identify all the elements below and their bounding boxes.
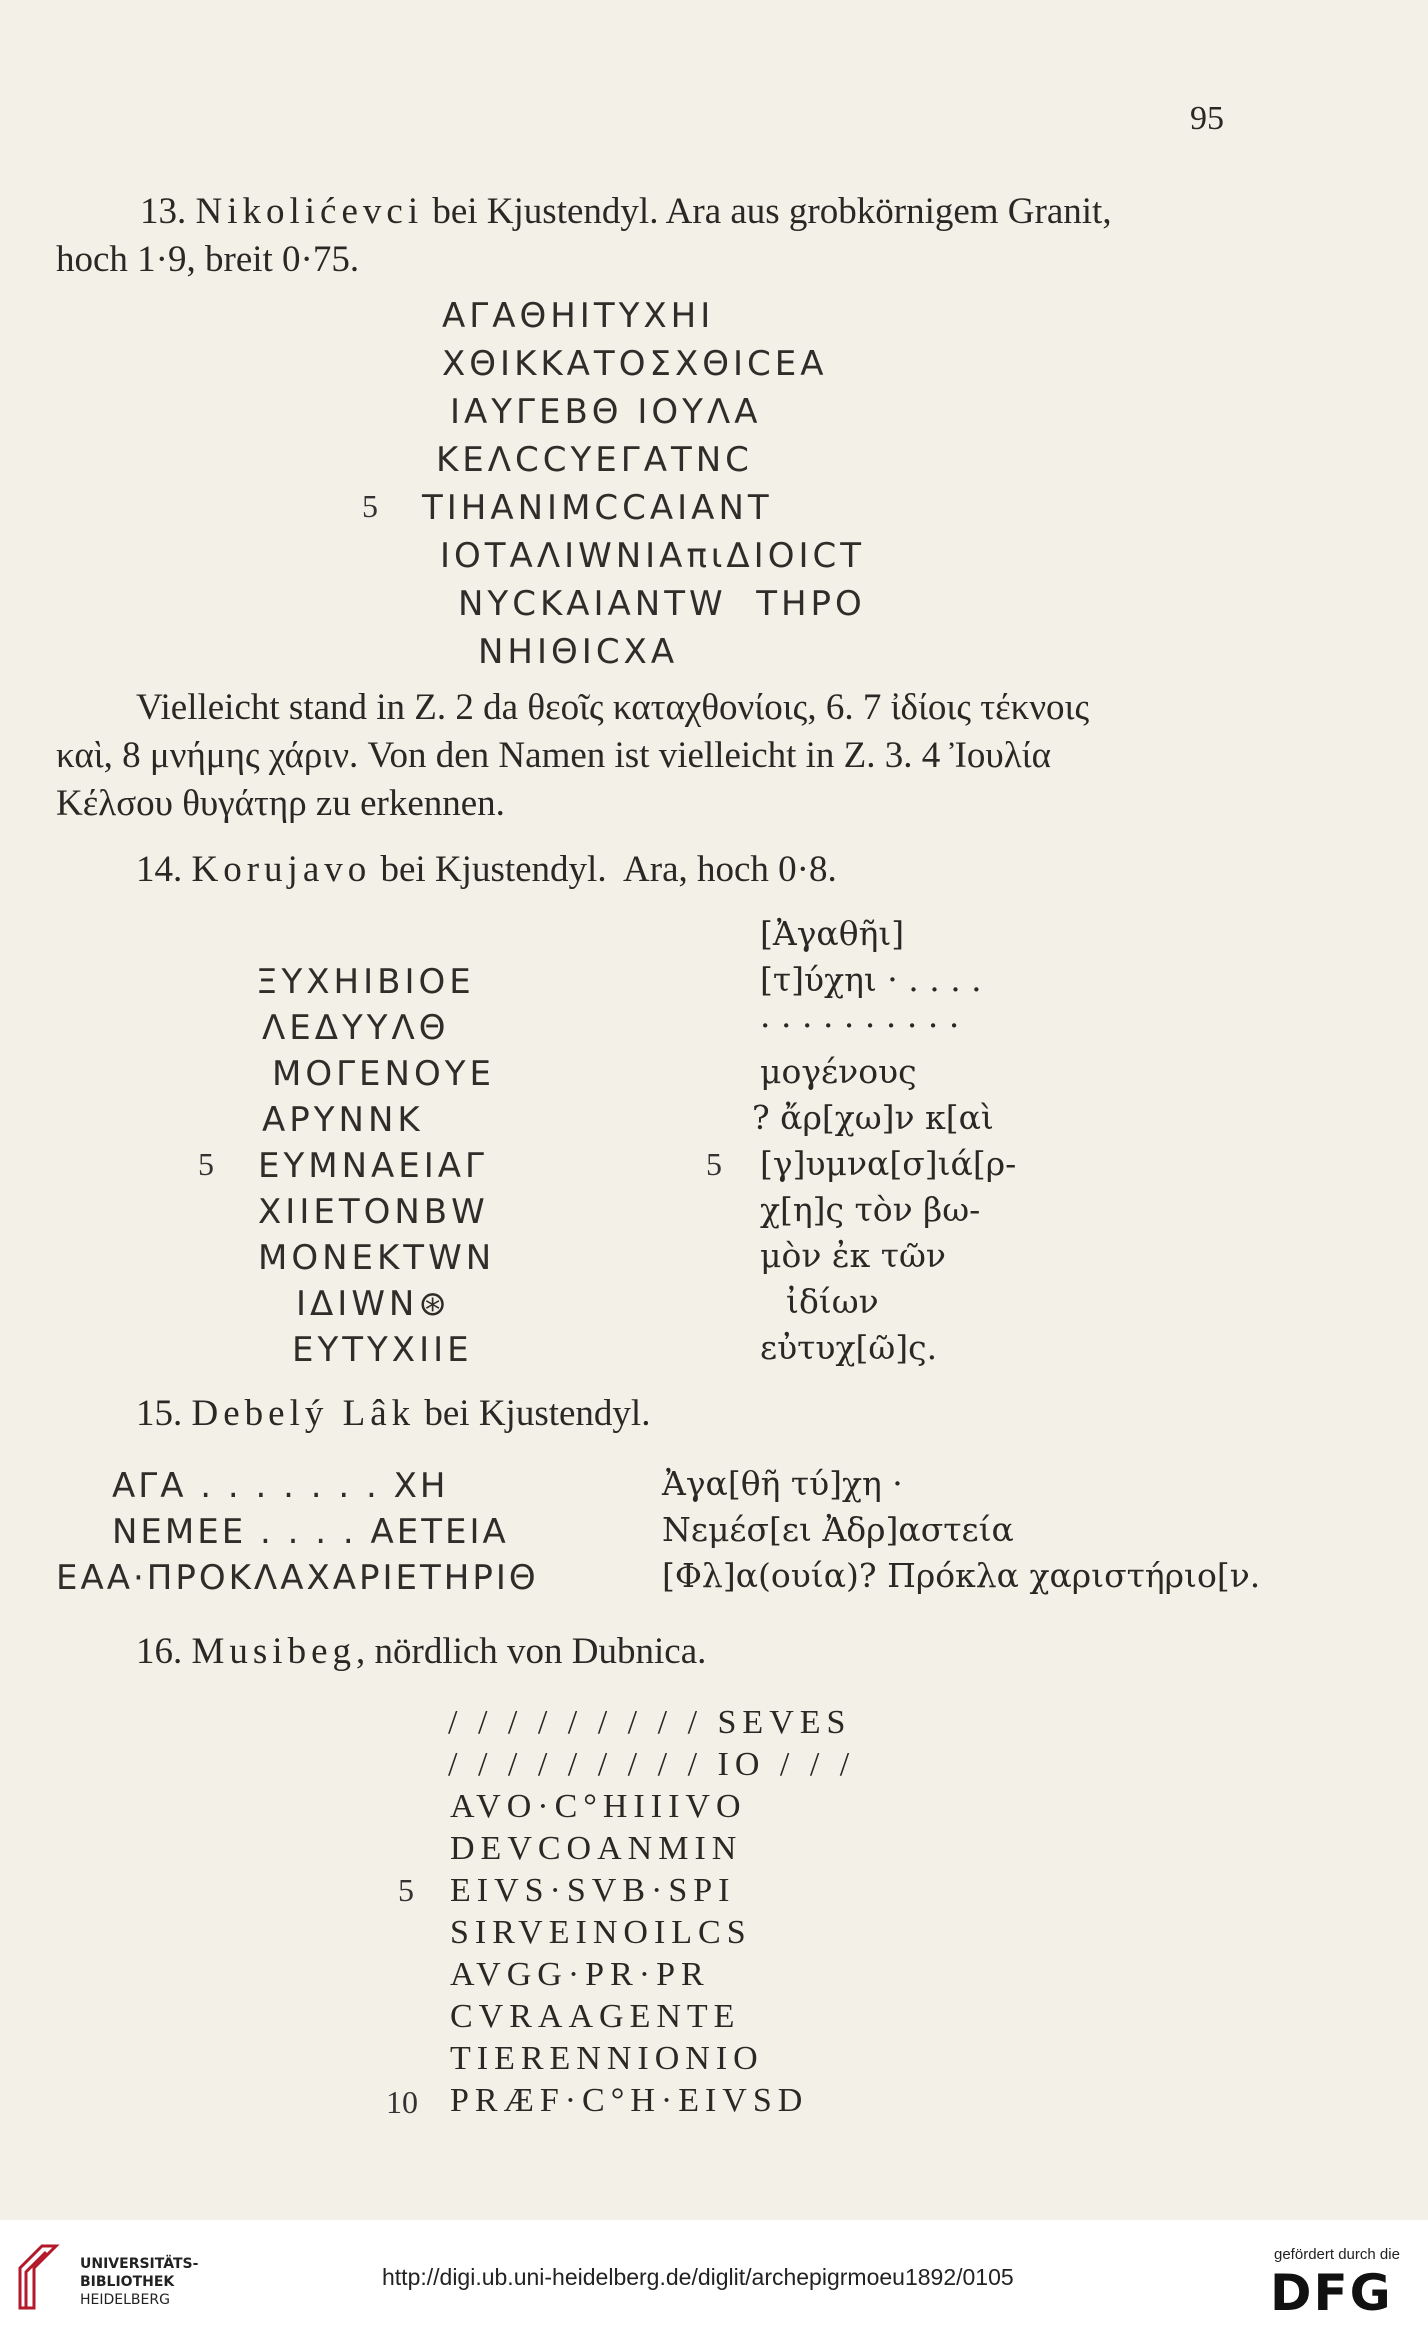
transcription-line: [γ]υμνα[σ]ιά[ρ- (760, 1144, 1017, 1183)
dfg-logo: DFG (1270, 2264, 1393, 2322)
line-number-5: 5 (198, 1146, 214, 1182)
permalink-url[interactable]: http://digi.ub.uni-heidelberg.de/diglit/archepigrmoeu1892/0105 (382, 2264, 1014, 2290)
inscription-line: ΜΟΓΕΝΟΥΕ (272, 1054, 495, 1094)
transcription-line: ? ἄρ[χω]ν κ[αὶ (752, 1098, 994, 1137)
inscription-line: SIRVEINOILCS (450, 1914, 752, 1951)
transcription-line: εὐτυχ[ῶ]ς. (760, 1328, 938, 1367)
inscription-line: / / / / / / / / / SEVES (448, 1704, 852, 1741)
section-13-commentary-1: Vielleicht stand in Z. 2 da θεοῖς καταχθονίοις, 6. 7 ἰδίοις τέκνοις (136, 687, 1090, 728)
inscription-line: ΤΙΗΑΝΙΜCCΑΙΑΝΤ (422, 488, 773, 528)
transcription-line: χ[η]ς τὸν βω- (760, 1190, 981, 1229)
section-16-heading (136, 1630, 706, 1673)
transcription-line: [Φλ]α(ουία)? Πρόκλα χαριστήριο[ν. (662, 1556, 1261, 1595)
funder-caption: gefördert durch die (1274, 2246, 1400, 2263)
section-13-number: 13. (140, 191, 187, 232)
inscription-line: ΑΓΑ . . . . . . . ΧΗ (112, 1466, 449, 1506)
section-16-place: Musibeg (191, 1631, 356, 1672)
page-number: 95 (1190, 100, 1224, 137)
inscription-line: AVGG·PR·PR (450, 1956, 710, 1993)
section-15-number: 15. (136, 1393, 183, 1434)
section-13-description: bei Kjustendyl. Ara aus grobkörnigem Granit, (423, 191, 1112, 232)
inscription-line: ΞΥΧΗΙΒΙΟΕ (256, 962, 475, 1002)
inscription-line: ΙΑΥΓΕΒΘ ΙΟΥΛΑ (450, 392, 762, 432)
section-16-number: 16. (136, 1631, 183, 1672)
transcription-line: [Ἀγαθῆι] (760, 914, 905, 953)
inscription-line: ΙΟΤΑΛΙWΝΙΑπιΔΙΟΙCΤ (440, 536, 865, 576)
section-15-place: Debelý Lâk (191, 1393, 416, 1434)
inscription-line: ΕΥΤΥΧΙΙΕ (292, 1330, 473, 1370)
inscription-line: ΙΔΙWΝ⊛ (296, 1284, 451, 1324)
inscription-line: EIVS·SVB·SPI (450, 1872, 736, 1909)
inscription-line: ΛΕΔΥΥΛΘ (262, 1008, 450, 1048)
section-13-dimensions: hoch 1·9, breit 0·75. (56, 239, 360, 280)
transcription-line: ἰδίων (786, 1282, 879, 1321)
inscription-line: ΧΙΙΕΤΟΝΒW (258, 1192, 489, 1232)
inscription-line: ΚΕΛCCΥΕΓΑΤΝC (436, 440, 753, 480)
section-14-description: bei Kjustendyl. Ara, hoch 0·8. (371, 849, 837, 890)
inscription-line: ΑΓΑΘΗΙΤΥΧΗΙ (442, 296, 715, 336)
inscription-line: CVRAAGENTE (450, 1998, 741, 2035)
library-name-line-1: UNIVERSITÄTS- (80, 2256, 199, 2272)
inscription-line: TIERENNIONIO (450, 2040, 764, 2077)
section-14-heading (136, 848, 837, 891)
library-name-line-2: BIBLIOTHEK (80, 2274, 175, 2290)
inscription-line: ΝΕΜΕΕ . . . . ΑΕΤΕΙΑ (112, 1512, 509, 1552)
section-14-number: 14. (136, 849, 183, 890)
inscription-line: ΝΗΙΘΙCΧΑ (478, 632, 679, 672)
inscription-line: ΝΥCΚΑΙΑΝΤW ΤΗΡΟ (458, 584, 866, 624)
section-14-place: Korujavo (191, 849, 372, 890)
transcription-line: Ἀγα[θῆ τύ]χη · (662, 1464, 903, 1503)
section-15-description: bei Kjustendyl. (415, 1393, 651, 1434)
inscription-line: ΕΥΜΝΑΕΙΑΓ (258, 1146, 488, 1186)
inscription-line: PRÆF·C°H·EIVSD (450, 2082, 809, 2119)
line-number-5: 5 (706, 1146, 722, 1182)
digitization-footer (0, 2220, 1428, 2332)
section-16-description: , nördlich von Dubnica. (356, 1631, 707, 1672)
transcription-line: μὸν ἐκ τῶν (760, 1236, 946, 1275)
section-13-commentary-3: Κέλσου θυγάτηρ zu erkennen. (56, 783, 505, 824)
section-13-commentary-2: καὶ, 8 μνήμης χάριν. Von den Namen ist vielleicht in Z. 3. 4 Ἰουλία (56, 735, 1052, 776)
transcription-line: μογένους (760, 1052, 917, 1091)
inscription-line: / / / / / / / / / IO / / / (448, 1746, 856, 1783)
line-number-5: 5 (362, 488, 378, 524)
transcription-line: · · · · · · · · · · (760, 1006, 960, 1045)
inscription-line: ΜΟΝΕΚΤWΝ (258, 1238, 496, 1278)
transcription-line: [τ]ύχηι · . . . . (760, 960, 982, 999)
inscription-line: DEVCOANMIN (450, 1830, 743, 1867)
section-13-heading (140, 190, 1112, 233)
library-logo-icon (16, 2238, 62, 2314)
line-number-10: 10 (386, 2084, 418, 2120)
inscription-line: ΑΡΥΝΝΚ (262, 1100, 424, 1140)
inscription-line: AVO·C°HIIIVO (450, 1788, 747, 1825)
line-number-5: 5 (398, 1872, 414, 1908)
section-15-heading (136, 1392, 650, 1435)
inscription-line: ΧΘΙΚΚΑΤΟΣΧΘΙCEA (442, 344, 828, 384)
inscription-line: ΕΑΑ·ΠΡΟΚΛΑΧΑΡΙΕΤΗΡΙΘ (56, 1558, 539, 1598)
section-13-place: Nikolićevci (195, 191, 424, 232)
library-name-line-3: HEIDELBERG (80, 2292, 170, 2308)
transcription-line: Νεμέσ[ει Ἀδρ]αστεία (662, 1510, 1014, 1549)
